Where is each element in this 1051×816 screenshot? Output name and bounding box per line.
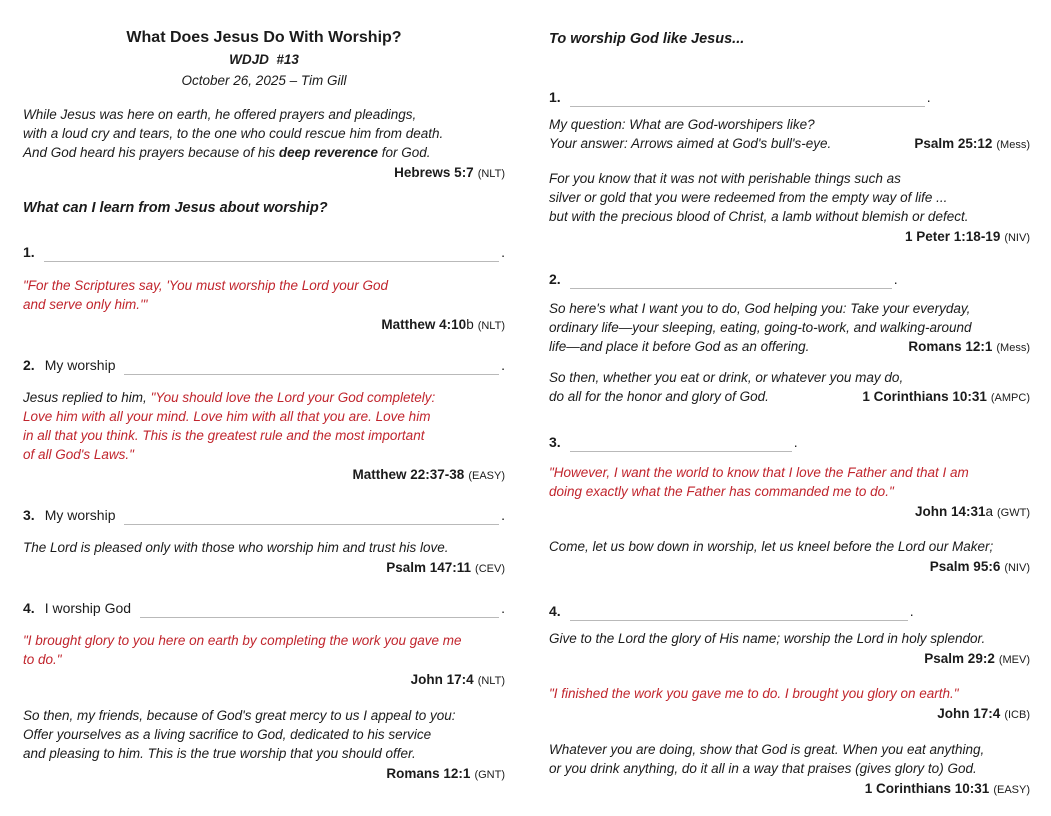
reference-version: (MEV) [998, 654, 1030, 666]
reference-version: (Mess) [996, 139, 1030, 151]
reference-book: Matthew 4:10 [381, 317, 467, 332]
scripture-line-text [549, 370, 903, 385]
item-period: . [909, 603, 914, 619]
fill-in-item [23, 598, 505, 618]
scripture-paragraph [23, 105, 505, 162]
item-period: . [926, 89, 931, 105]
scripture-line-text [549, 190, 947, 205]
scripture-reference-row [549, 650, 1030, 669]
scripture-line [549, 134, 1030, 155]
scripture-line-text [23, 428, 424, 443]
scripture-text: with a loud cry and tears, to the one who could rescue him from death. [23, 126, 444, 141]
reference-book: 1 Peter 1:18-19 [905, 229, 1001, 244]
item-number: 2. [23, 357, 35, 373]
scripture-reference [386, 559, 505, 576]
scripture-line-text [23, 746, 416, 761]
reference-version: (NLT) [477, 675, 505, 687]
item-period: . [793, 434, 798, 450]
scripture-paragraph [549, 463, 1030, 501]
item-number: 4. [549, 603, 561, 619]
scripture-reference [914, 134, 1030, 155]
scripture-line [549, 387, 1030, 408]
scripture-reference-row [23, 765, 505, 784]
scripture-line [549, 318, 1030, 337]
scripture-text: For you know that it was not with perishable things such as [549, 171, 901, 186]
fill-in-item [23, 505, 505, 525]
scripture-line [23, 124, 505, 143]
scripture-line-text [549, 686, 959, 701]
reference-version: (NIV) [1004, 232, 1030, 244]
scripture-paragraph [549, 537, 1030, 556]
item-number: 1. [549, 89, 561, 105]
scripture-line [549, 482, 1030, 501]
scripture-line-text [549, 134, 831, 153]
scripture-text: While Jesus was here on earth, he offered prayers and pleadings, [23, 107, 417, 122]
reference-book: Romans 12:1 [908, 339, 993, 354]
reference-book: Psalm 29:2 [924, 651, 995, 666]
reference-version: (EASY) [993, 784, 1030, 796]
scripture-reference-row [23, 164, 505, 183]
fill-in-blank-line [124, 509, 499, 525]
scripture-reference [394, 164, 505, 181]
scripture-line [549, 299, 1030, 318]
item-number: 1. [23, 244, 35, 260]
scripture-line [23, 744, 505, 763]
reference-version: (AMPC) [990, 392, 1030, 404]
scripture-line [23, 538, 505, 557]
scripture-line-text [549, 117, 815, 132]
scripture-quote-text: of all God's Laws." [23, 447, 134, 462]
scripture-reference [381, 316, 505, 333]
reference-book: Psalm 95:6 [929, 559, 1001, 574]
scripture-reference-row [23, 316, 505, 335]
scripture-line-text [549, 761, 977, 776]
scripture-text: So here's what I want you to do, God helping you: Take your everyday, [549, 301, 971, 316]
scripture-text: silver or gold that you were redeemed from the empty way of life ... [549, 190, 948, 205]
scripture-line-text [23, 540, 448, 555]
item-label: I worship God [44, 600, 132, 616]
scripture-reference [924, 650, 1030, 667]
scripture-paragraph [549, 299, 1030, 358]
scripture-text: do all for the honor and glory of God. [549, 389, 769, 404]
page-title: What Does Jesus Do With Worship? [126, 29, 402, 46]
scripture-line [23, 445, 505, 464]
scripture-text: for God. [377, 145, 431, 160]
scripture-line [23, 650, 505, 669]
scripture-line [23, 276, 505, 295]
scripture-reference [386, 765, 505, 782]
reference-version: (ICB) [1004, 709, 1030, 721]
scripture-paragraph [549, 740, 1030, 778]
scripture-quote-text: doing exactly what the Father has commanded me to do." [549, 484, 894, 499]
scripture-text: but with the precious blood of Christ, a lamb without blemish or defect. [549, 209, 969, 224]
scripture-line [549, 337, 1030, 358]
scripture-paragraph [23, 706, 505, 763]
reference-book: John 14:31 [914, 504, 986, 519]
scripture-paragraph [23, 388, 505, 464]
fill-in-item [23, 242, 505, 262]
fill-in-item [23, 355, 505, 375]
scripture-line [23, 426, 505, 445]
page-date: October 26, 2025 – Tim Gill [181, 73, 347, 88]
reference-book: 1 Corinthians 10:31 [862, 389, 987, 404]
reference-suffix: a [985, 504, 994, 519]
reference-version: (GNT) [474, 769, 505, 781]
scripture-paragraph [549, 169, 1030, 226]
fill-in-item [549, 269, 1030, 289]
fill-in-blank-line [44, 246, 499, 262]
item-period: . [501, 357, 505, 373]
scripture-text: My question: What are God-worshipers like? [549, 117, 815, 132]
scripture-line [23, 407, 505, 426]
scripture-quote-text: to do." [23, 652, 62, 667]
reference-version: (GWT) [997, 507, 1030, 519]
scripture-paragraph [549, 629, 1030, 648]
fill-in-blank-line [570, 273, 892, 289]
scripture-reference-row [549, 558, 1030, 577]
scripture-line [549, 463, 1030, 482]
reference-version: (EASY) [468, 470, 505, 482]
fill-in-blank-line [570, 605, 908, 621]
scripture-line-text [549, 539, 993, 554]
item-period: . [501, 600, 505, 616]
scripture-text: Jesus replied to him, [23, 390, 151, 405]
scripture-reference-row [23, 466, 505, 485]
scripture-line [23, 706, 505, 725]
scripture-line [549, 759, 1030, 778]
item-period: . [501, 507, 505, 523]
scripture-reference-row [549, 705, 1030, 724]
scripture-line [23, 295, 505, 314]
scripture-line-text [549, 209, 968, 224]
scripture-line-text [549, 484, 894, 499]
scripture-reference [353, 466, 505, 483]
scripture-line-text [23, 126, 443, 141]
scripture-line-text [549, 387, 769, 406]
reference-version: (Mess) [996, 342, 1030, 354]
scripture-line [23, 143, 505, 162]
scripture-line-text [23, 107, 416, 122]
scripture-line [549, 368, 1030, 387]
scripture-line [23, 388, 505, 407]
fill-in-item [549, 87, 1030, 107]
scripture-text: Offer yourselves as a living sacrifice to God, dedicated to his service [23, 727, 432, 742]
scripture-reference [865, 780, 1030, 797]
scripture-text: deep reverence [278, 145, 378, 160]
item-label: My worship [44, 507, 116, 523]
scripture-line-text [23, 409, 430, 424]
reference-book: John 17:4 [937, 706, 1001, 721]
item-label: My worship [44, 357, 116, 373]
scripture-reference-row [23, 559, 505, 578]
item-number: 4. [23, 600, 35, 616]
column-right [549, 28, 1030, 799]
scripture-quote-text: in all that you think. This is the greatest rule and the most important [23, 428, 425, 443]
reference-version: (NLT) [477, 168, 505, 180]
scripture-line-text [549, 320, 971, 335]
scripture-line-text [549, 631, 985, 646]
scripture-reference-row [549, 780, 1030, 799]
page-subtitle: WDJD #13 [229, 52, 299, 67]
item-number: 3. [23, 507, 35, 523]
scripture-line [549, 629, 1030, 648]
scripture-reference [937, 705, 1030, 722]
scripture-paragraph [23, 538, 505, 557]
scripture-paragraph [549, 684, 1030, 703]
scripture-line [549, 115, 1030, 134]
scripture-reference [930, 558, 1030, 575]
reference-book: Romans 12:1 [386, 766, 471, 781]
scripture-text: Come, let us bow down in worship, let us kneel before the Lord our Maker; [549, 539, 994, 554]
column-left [23, 28, 505, 784]
scripture-line-text [549, 337, 809, 356]
scripture-quote-text: "However, I want the world to know that I love the Father and that I am [549, 465, 969, 480]
scripture-line [23, 725, 505, 744]
scripture-reference [862, 387, 1030, 408]
scripture-line-text [549, 301, 970, 316]
scripture-text: The Lord is pleased only with those who worship him and trust his love. [23, 540, 449, 555]
reference-version: (NLT) [477, 320, 505, 332]
fill-in-item [549, 601, 1030, 621]
scripture-line-text [23, 145, 431, 160]
reference-version: (NIV) [1004, 562, 1030, 574]
scripture-text: And God heard his prayers because of his [23, 145, 279, 160]
scripture-line [23, 105, 505, 124]
scripture-text: So then, whether you eat or drink, or whatever you may do, [549, 370, 904, 385]
scripture-text: ordinary life—your sleeping, eating, going-to-work, and walking-around [549, 320, 972, 335]
reference-book: John 17:4 [410, 672, 474, 687]
scripture-line-text [549, 171, 901, 186]
scripture-line-text [23, 708, 456, 723]
scripture-text: So then, my friends, because of God's great mercy to us I appeal to you: [23, 708, 456, 723]
scripture-quote-text: and serve only him.'" [23, 297, 148, 312]
scripture-paragraph [23, 276, 505, 314]
scripture-line [549, 684, 1030, 703]
item-number: 3. [549, 434, 561, 450]
fill-in-blank-line [570, 436, 792, 452]
scripture-line [23, 631, 505, 650]
scripture-text: life—and place it before God as an offering. [549, 339, 810, 354]
scripture-text: Your answer: Arrows aimed at God's bull's-eye. [549, 136, 832, 151]
scripture-paragraph [23, 631, 505, 669]
scripture-quote-text: "For the Scriptures say, 'You must worship the Lord your God [23, 278, 389, 293]
scripture-reference [915, 503, 1030, 520]
scripture-text: Whatever you are doing, show that God is great. When you eat anything, [549, 742, 985, 757]
fill-in-item [549, 432, 1030, 452]
scripture-line [549, 537, 1030, 556]
scripture-line-text [23, 727, 431, 742]
scripture-reference [411, 671, 505, 688]
scripture-line-text [23, 297, 147, 312]
fill-in-blank-line [124, 359, 499, 375]
scripture-quote-text: "You should love the Lord your God completely: [150, 390, 436, 405]
scripture-paragraph [549, 368, 1030, 408]
fill-in-blank-line [140, 602, 499, 618]
reference-suffix: b [466, 317, 474, 332]
scripture-line [549, 740, 1030, 759]
scripture-text: Give to the Lord the glory of His name; worship the Lord in holy splendor. [549, 631, 986, 646]
item-number: 2. [549, 271, 561, 287]
scripture-text: or you drink anything, do it all in a way that praises (gives glory to) God. [549, 761, 977, 776]
reference-book: Matthew 22:37-38 [352, 467, 465, 482]
scripture-reference-row [23, 671, 505, 690]
reference-version: (CEV) [475, 563, 505, 575]
item-period: . [893, 271, 898, 287]
reference-book: Psalm 147:11 [386, 560, 472, 575]
scripture-text: and pleasing to him. This is the true worship that you should offer. [23, 746, 416, 761]
reference-book: Psalm 25:12 [914, 136, 993, 151]
scripture-paragraph [549, 115, 1030, 155]
scripture-line-text [549, 742, 984, 757]
scripture-line-text [23, 652, 62, 667]
reference-book: 1 Corinthians 10:31 [864, 781, 990, 796]
scripture-line [549, 188, 1030, 207]
scripture-reference-row [549, 503, 1030, 522]
scripture-quote-text: "I finished the work you gave me to do. I brought you glory on earth." [549, 686, 959, 701]
fill-in-blank-line [570, 91, 925, 107]
scripture-line-text [23, 278, 388, 293]
scripture-quote-text: "I brought glory to you here on earth by completing the work you gave me [23, 633, 462, 648]
scripture-line [549, 207, 1030, 226]
scripture-line-text [23, 633, 462, 648]
scripture-quote-text: Love him with all your mind. Love him with all that you are. Love him [23, 409, 431, 424]
item-period: . [501, 244, 505, 260]
scripture-line [549, 169, 1030, 188]
reference-book: Hebrews 5:7 [394, 165, 474, 180]
scripture-reference [908, 337, 1030, 358]
section-heading: To worship God like Jesus... [549, 31, 745, 47]
scripture-line-text [23, 390, 435, 405]
scripture-line-text [23, 447, 134, 462]
section-heading: What can I learn from Jesus about worship? [23, 200, 328, 216]
scripture-reference [905, 228, 1030, 245]
scripture-line-text [549, 465, 969, 480]
scripture-reference-row [549, 228, 1030, 247]
